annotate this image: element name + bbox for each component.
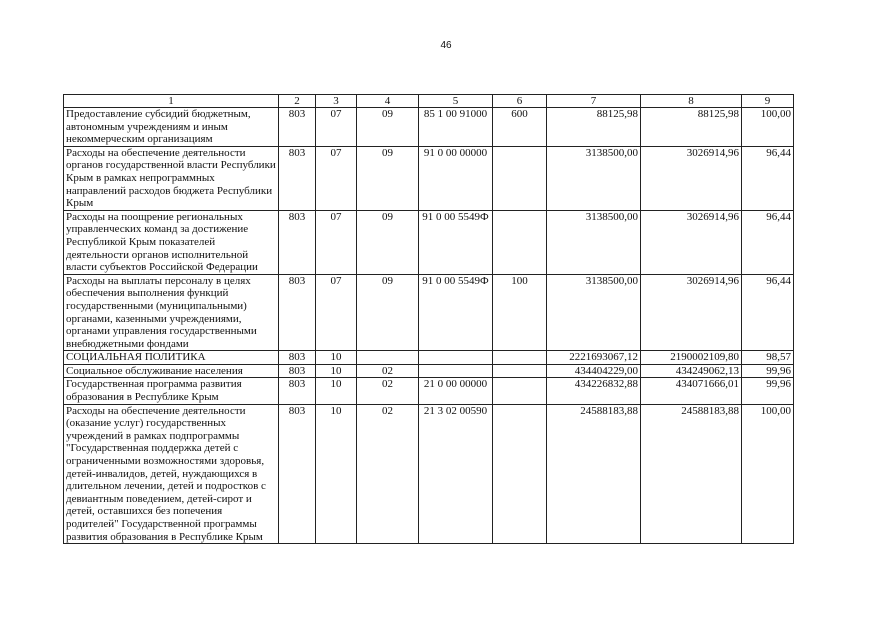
execution-percent: 99,96 [742,364,794,378]
column-header-4: 4 [357,95,419,108]
target-article-code: 91 0 00 5549Ф [419,274,493,351]
row-name: Расходы на выплаты персоналу в целях обеспечения выполнения функций государственными (муниципальными) органами, казенными учреждениями, органами управления государственными внебюджетными фондами [64,274,279,351]
admin-code: 803 [279,210,316,274]
budget-table [63,94,794,544]
target-article-code: 21 3 02 00590 [419,404,493,544]
row-name: Социальное обслуживание населения [64,364,279,378]
subsection-code: 09 [357,108,419,147]
target-article-code [419,351,493,365]
executed-amount: 434249062,13 [641,364,742,378]
admin-code: 803 [279,378,316,404]
section-code: 07 [316,146,357,210]
admin-code: 803 [279,351,316,365]
section-code: 10 [316,378,357,404]
column-header-8: 8 [641,95,742,108]
section-code: 10 [316,351,357,365]
execution-percent: 100,00 [742,108,794,147]
admin-code: 803 [279,146,316,210]
target-article-code: 85 1 00 91000 [419,108,493,147]
execution-percent: 96,44 [742,274,794,351]
section-code: 07 [316,274,357,351]
table-row [64,146,794,210]
table-row [64,274,794,351]
subsection-code: 09 [357,210,419,274]
section-code: 07 [316,108,357,147]
row-name: Расходы на обеспечение деятельности (оказание услуг) государственных учреждений в рамках подпрограммы "Государственная поддержка детей с ограниченными возможностями здоровья, детей-инвалидов, детей, нуждающихся в длительном лечении, детей и подростков с девиантным поведением, детей-сирот и детей, оставшихся без попечения родителей" Государственной программы развития образования в Республике Крым [64,404,279,544]
row-name: СОЦИАЛЬНАЯ ПОЛИТИКА [64,351,279,365]
planned-amount: 24588183,88 [547,404,641,544]
expense-type-code [493,404,547,544]
execution-percent: 99,96 [742,378,794,404]
page-number: 46 [440,40,452,51]
column-header-3: 3 [316,95,357,108]
admin-code: 803 [279,404,316,544]
expense-type-code [493,146,547,210]
row-name: Государственная программа развития образования в Республике Крым [64,378,279,404]
admin-code: 803 [279,108,316,147]
row-name: Расходы на обеспечение деятельности органов государственной власти Республики Крым в рамках непрограммных направлений расходов бюджета Республики Крым [64,146,279,210]
subsection-code: 09 [357,274,419,351]
planned-amount: 2221693067,12 [547,351,641,365]
row-name: Расходы на поощрение региональных управленческих команд за достижение Республикой Крым показателей деятельности органов исполнительной власти субъектов Российской Федерации [64,210,279,274]
table-row [64,210,794,274]
table-row [64,108,794,147]
execution-percent: 100,00 [742,404,794,544]
planned-amount: 3138500,00 [547,274,641,351]
subsection-code [357,351,419,365]
expense-type-code [493,378,547,404]
planned-amount: 3138500,00 [547,146,641,210]
planned-amount: 88125,98 [547,108,641,147]
table-row [64,378,794,404]
expense-type-code [493,364,547,378]
executed-amount: 24588183,88 [641,404,742,544]
target-article-code: 21 0 00 00000 [419,378,493,404]
executed-amount: 3026914,96 [641,274,742,351]
admin-code: 803 [279,274,316,351]
column-header-1: 1 [64,95,279,108]
planned-amount: 434226832,88 [547,378,641,404]
execution-percent: 98,57 [742,351,794,365]
column-header-5: 5 [419,95,493,108]
planned-amount: 434404229,00 [547,364,641,378]
execution-percent: 96,44 [742,146,794,210]
column-header-7: 7 [547,95,641,108]
section-code: 10 [316,404,357,544]
subsection-code: 09 [357,146,419,210]
row-name: Предоставление субсидий бюджетным, автономным учреждениям и иным некоммерческим организациям [64,108,279,147]
table-row [64,364,794,378]
executed-amount: 3026914,96 [641,146,742,210]
table-row [64,351,794,365]
section-code: 10 [316,364,357,378]
column-header-2: 2 [279,95,316,108]
column-header-6: 6 [493,95,547,108]
target-article-code: 91 0 00 5549Ф [419,210,493,274]
target-article-code [419,364,493,378]
expense-type-code [493,351,547,365]
executed-amount: 2190002109,80 [641,351,742,365]
executed-amount: 434071666,01 [641,378,742,404]
subsection-code: 02 [357,378,419,404]
header-row [64,95,794,108]
column-header-9: 9 [742,95,794,108]
expense-type-code [493,210,547,274]
executed-amount: 88125,98 [641,108,742,147]
table-row [64,404,794,544]
expense-type-code: 100 [493,274,547,351]
subsection-code: 02 [357,404,419,544]
expense-type-code: 600 [493,108,547,147]
admin-code: 803 [279,364,316,378]
subsection-code: 02 [357,364,419,378]
executed-amount: 3026914,96 [641,210,742,274]
execution-percent: 96,44 [742,210,794,274]
planned-amount: 3138500,00 [547,210,641,274]
target-article-code: 91 0 00 00000 [419,146,493,210]
section-code: 07 [316,210,357,274]
